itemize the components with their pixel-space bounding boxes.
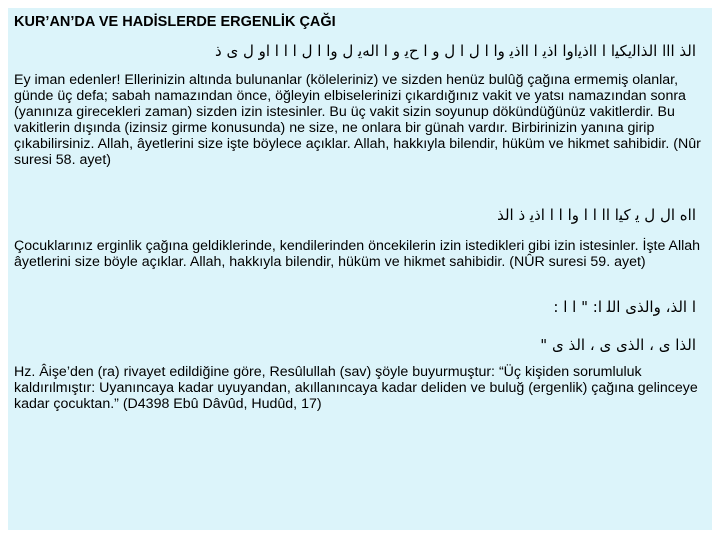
translation-verse-59: Çocuklarınız erginlik çağına geldiklerinde, kendilerinden öncekilerin izin istedikleri gibi izin istesinler. İşte Allah âyetlerini size böyle açıklar. Allah, hakkıyla bilendir, hüküm ve hikmet sahibidir. (NÛR suresi 59. ayet) bbox=[14, 238, 701, 270]
translation-verse-58: Ey iman edenler! Ellerinizin altında bulunanlar (köleleriniz) ve sizden henüz bulûğ çağına ermemiş olanlar, günde üç defa; sabah namazından önce, öğleyin elbiselerinizi çıkardığınız vakit ve yatsı namazından sonra (yanınıza girecekleri zaman) sizden izin istesinler. Bu üç vakit sizin soyunup dökündüğünüz vakitlerdir. Bu vakitlerin dışında (izinsiz girme konusunda) ne size, ne onlara bir günah vardır. Birbirinizin yanına girip çıkabilirsiniz. Allah, âyetlerini size işte böylece açıklar. Allah, hakkıyla bilendir, hüküm ve hikmet sahibidir. (Nûr suresi 58. ayet) bbox=[14, 72, 701, 168]
arabic-verse-59: ﺍﺍﻩ ﺍﻝ ﻝ ﻳ ﻛﻴﺍ ﺍﺍ ﺍ ﺍ ﻭﺍ ﺍ ﺍ ﺍﺫﻳ ﺫ ﺍﻟﺬ bbox=[497, 206, 696, 224]
page-title: KUR’AN’DA VE HADİSLERDE ERGENLİK ÇAĞI bbox=[14, 14, 336, 30]
translation-hadith: Hz. Âişe’den (ra) rivayet edildiğine göre, Resûlullah (sav) şöyle buyurmuştur: “Üç kişiden sorumluluk kaldırılmıştır: Uyanıncaya kadar uyuyandan, akıllanıncaya kadar deliden ve buluğ (ergenlik) çağına gelinceye kadar çocuktan.” (D4398 Ebû Dâvûd, Hudûd, 17) bbox=[14, 364, 698, 412]
arabic-hadith-line-2: ﺍﻟﺬﺍ ﻯ ، ﺍﻟﺬﻯ ﻯ ، ﺍﻟﺬ ﻯ " bbox=[540, 336, 696, 354]
slide-panel bbox=[8, 8, 712, 530]
arabic-hadith-line-1: ﺍ ﺍﻟﺬ، ﻭﺍﻟﺬﻯ ﺍﻟﻠ ﺍ: " ﺍ ﺍ : bbox=[553, 298, 696, 316]
arabic-verse-58: ﺍﻟﺬ ﺍﺍﺍ ﺍﻟﺬﺍﻟﻳﻜﻴﺍ ﺍ ﺍﺍﺫﻳﺍﻭﺍ ﺍﺫﻳ ﺍ ﺍﺍﺫﻳ ﻭﺍ ﺍ ﻝ ﺍ ﻝ ﻭ ﺍ ﺡﻳ ﻭ ﺍ ﺍﻟﻪﻳ ﻝ ﻭﺍ ﺍ ﻝ ﺍ ﺍ ﺍ ﺍﻭ ﻝ ﻯ ﺫ bbox=[215, 42, 696, 60]
